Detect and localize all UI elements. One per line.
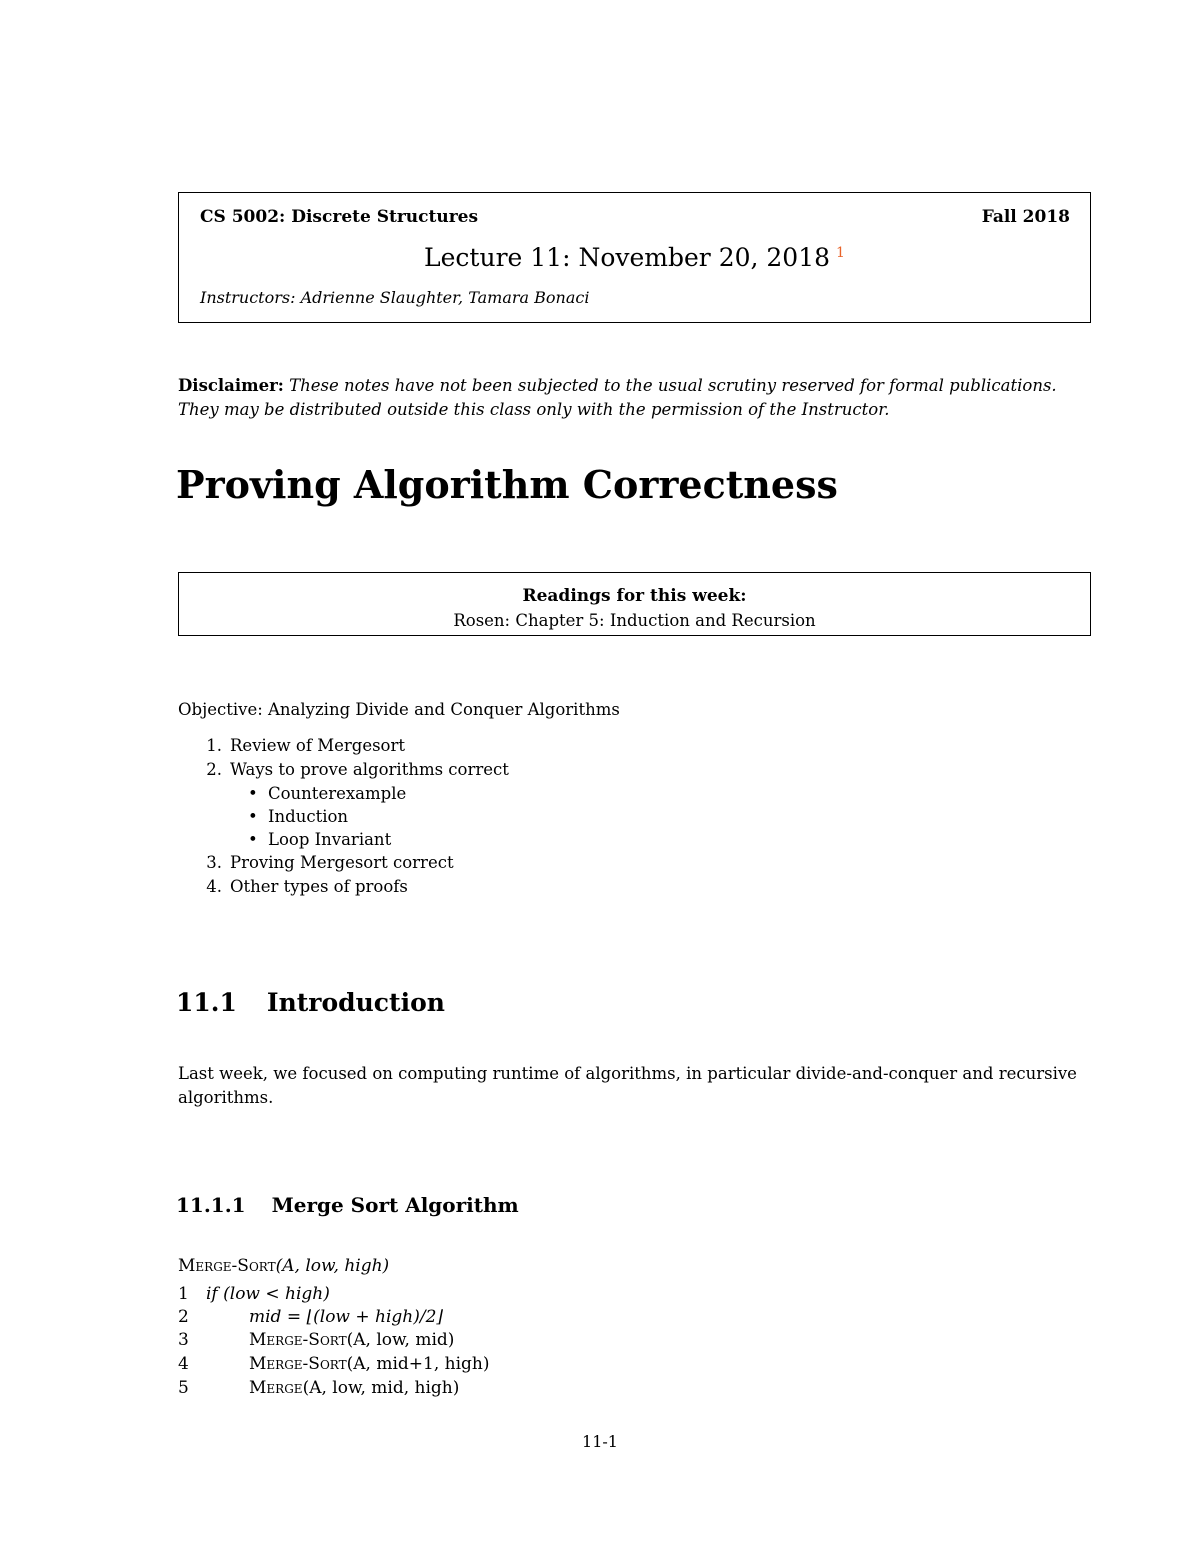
pseudocode-line — [178, 1330, 778, 1354]
list-item-text: Review of Mergesort — [230, 736, 405, 755]
footnote-link[interactable]: 1 — [836, 244, 845, 261]
pseudocode-line — [178, 1284, 778, 1308]
section-title: Introduction — [266, 988, 445, 1017]
term-label: Fall 2018 — [981, 207, 1070, 227]
list-item-number: 3. — [206, 853, 222, 872]
function-args: (A, low, mid) — [346, 1330, 455, 1350]
sub-list-item — [248, 830, 391, 849]
line-number: 4 — [178, 1354, 189, 1374]
disclaimer — [178, 374, 1094, 422]
lecture-title-text: Lecture 11: November 20, 2018 — [424, 243, 831, 272]
bullet-icon: • — [248, 807, 258, 826]
sub-list-item-text: Loop Invariant — [268, 830, 392, 849]
algorithm-signature — [178, 1256, 389, 1276]
algorithm-name: Merge-Sort — [178, 1256, 276, 1276]
line-number: 2 — [178, 1307, 189, 1327]
course-title: CS 5002: Discrete Structures — [200, 207, 479, 227]
function-args: (A, low, mid, high) — [302, 1378, 460, 1398]
sub-list-item-text: Counterexample — [268, 784, 407, 803]
line-number: 3 — [178, 1330, 189, 1350]
list-item-number: 2. — [206, 760, 222, 779]
pseudocode-line — [178, 1378, 778, 1402]
list-item-text: Other types of proofs — [230, 877, 408, 896]
lecture-header-box — [178, 192, 1091, 323]
instructors-line: Instructors: Adrienne Slaughter, Tamara Bonaci — [200, 288, 590, 307]
list-item-text: Proving Mergesort correct — [230, 853, 454, 872]
line-number: 1 — [178, 1284, 189, 1304]
readings-heading: Readings for this week: — [522, 586, 747, 606]
lecture-title — [179, 243, 1090, 272]
list-item — [198, 736, 405, 755]
function-args: (A, mid+1, high) — [346, 1354, 490, 1374]
line-code: mid = ⌊(low + high)/2⌋ — [249, 1307, 444, 1327]
pseudocode-line — [178, 1307, 778, 1331]
line-code — [249, 1330, 454, 1350]
sub-list-item — [248, 784, 406, 803]
pseudocode-line — [178, 1354, 778, 1378]
bullet-icon: • — [248, 830, 258, 849]
section-heading-merge-sort — [176, 1193, 519, 1217]
objective-line: Objective: Analyzing Divide and Conquer Algorithms — [178, 700, 620, 719]
list-item — [198, 877, 408, 896]
readings-text: Rosen: Chapter 5: Induction and Recursion — [453, 611, 816, 630]
section-title: Merge Sort Algorithm — [271, 1193, 519, 1217]
list-item-number: 4. — [206, 877, 222, 896]
page-title: Proving Algorithm Correctness — [176, 462, 838, 507]
readings-box — [178, 572, 1091, 636]
line-code — [249, 1354, 489, 1374]
section-number: 11.1.1 — [176, 1193, 246, 1217]
list-item-text: Ways to prove algorithms correct — [230, 760, 509, 779]
sub-list-item — [248, 807, 348, 826]
section-number: 11.1 — [176, 988, 237, 1017]
disclaimer-label: Disclaimer: — [178, 376, 284, 395]
list-item — [198, 760, 509, 779]
introduction-paragraph: Last week, we focused on computing runtime of algorithms, in particular divide-and-conquer and recursive algorithms. — [178, 1064, 1077, 1107]
sub-list-item-text: Induction — [268, 807, 349, 826]
line-code — [249, 1378, 459, 1398]
bullet-icon: • — [248, 784, 258, 803]
function-name: Merge-Sort — [249, 1330, 347, 1350]
list-item-number: 1. — [206, 736, 222, 755]
list-item — [198, 853, 454, 872]
algorithm-params: (A, low, high) — [275, 1256, 390, 1276]
page-number: 11-1 — [582, 1432, 618, 1451]
section-heading-introduction — [176, 988, 445, 1017]
line-number: 5 — [178, 1378, 189, 1398]
line-code: if (low < high) — [206, 1284, 330, 1304]
function-name: Merge — [249, 1378, 303, 1398]
function-name: Merge-Sort — [249, 1354, 347, 1374]
disclaimer-text: These notes have not been subjected to the usual scrutiny reserved for formal publications. They may be distributed outside this class only with the permission of the Instructor. — [178, 376, 1057, 419]
